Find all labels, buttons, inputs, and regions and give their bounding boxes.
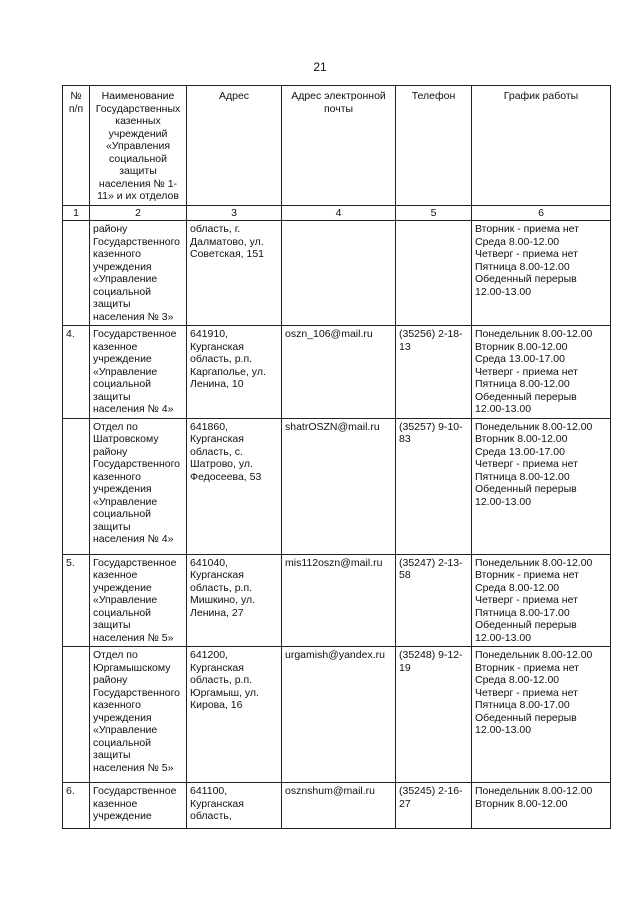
- email-cell: oszn_106@mail.ru: [282, 326, 396, 419]
- phone-cell: (35257) 9-10-83: [396, 418, 472, 554]
- row-number: [63, 221, 90, 326]
- schedule-line: Обеденный перерыв 12.00-13.00: [475, 711, 577, 736]
- schedule-line: Обеденный перерыв 12.00-13.00: [475, 483, 577, 508]
- column-number: 3: [187, 205, 282, 221]
- row-number: 4.: [63, 326, 90, 419]
- schedule-line: Понедельник 8.00-12.00: [475, 556, 593, 569]
- table-row: [63, 554, 611, 647]
- schedule-line: Среда 13.00-17.00: [475, 445, 565, 458]
- table-row: [63, 783, 611, 829]
- institution-name: Государственное казенное учреждение «Управление социальной защиты населения № 5»: [90, 554, 187, 647]
- institution-name: Отдел по Шатровскому району Государственного казенного учреждения «Управление социальной защиты населения № 4»: [90, 418, 187, 554]
- row-number: 5.: [63, 554, 90, 647]
- schedule-line: Вторник - приема нет: [475, 569, 579, 581]
- schedule-line: Пятница 8.00-17.00: [475, 606, 570, 619]
- schedule-line: Среда 8.00-12.00: [475, 674, 560, 686]
- column-number: 2: [90, 205, 187, 221]
- schedule-line: Обеденный перерыв 12.00-13.00: [475, 619, 577, 644]
- schedule-cell: [472, 783, 611, 829]
- schedule-line: Понедельник 8.00-12.00: [475, 649, 593, 661]
- schedule-line: Понедельник 8.00-12.00: [475, 785, 593, 797]
- column-number: 5: [396, 205, 472, 221]
- schedule-cell: [472, 554, 611, 647]
- email-cell: mis112oszn@mail.ru: [282, 554, 396, 647]
- schedule-line: Четверг - приема нет: [475, 365, 578, 378]
- schedule-line: Вторник 8.00-12.00: [475, 797, 568, 810]
- schedule-line: Пятница 8.00-12.00: [475, 470, 570, 483]
- schedule-line: Понедельник 8.00-12.00: [475, 420, 593, 433]
- address-cell: 641040, Курганская область, р.п. Мишкино, ул. Ленина, 27: [187, 554, 282, 647]
- schedule-line: Пятница 8.00-12.00: [475, 260, 570, 273]
- phone-cell: (35256) 2-18-13: [396, 326, 472, 419]
- row-number: [63, 647, 90, 783]
- address-cell: 641200, Курганская область, р.п. Юргамыш, ул. Кирова, 16: [187, 647, 282, 783]
- row-number: [63, 418, 90, 554]
- schedule-line: Среда 8.00-12.00: [475, 235, 560, 248]
- email-cell: shatrOSZN@mail.ru: [282, 418, 396, 554]
- phone-cell: (35247) 2-13-58: [396, 554, 472, 647]
- institution-name: району Государственного казенного учреждения «Управление социальной защиты населения № 3»: [90, 221, 187, 326]
- schedule-line: Среда 8.00-12.00: [475, 581, 560, 594]
- phone-cell: (35248) 9-12-19: [396, 647, 472, 783]
- schedule-line: Вторник 8.00-12.00: [475, 433, 568, 445]
- schedule-line: Вторник 8.00-12.00: [475, 340, 568, 353]
- schedule-cell: [472, 221, 611, 326]
- offices-table: [62, 85, 611, 829]
- schedule-line: Четверг - приема нет: [475, 594, 578, 606]
- table-row: [63, 647, 611, 783]
- table-body: [63, 221, 611, 829]
- schedule-line: Четверг - приема нет: [475, 458, 578, 470]
- header-email: Адрес электронной почты: [282, 86, 396, 206]
- address-cell: 641910, Курганская область, р.п. Каргаполье, ул. Ленина, 10: [187, 326, 282, 419]
- schedule-line: Обеденный перерыв 12.00-13.00: [475, 390, 577, 415]
- header-number: № п/п: [63, 86, 90, 206]
- institution-name: Государственное казенное учреждение «Управление социальной защиты населения № 4»: [90, 326, 187, 419]
- table-row: [63, 221, 611, 326]
- email-cell: osznshum@mail.ru: [282, 783, 396, 829]
- address-cell: 641860, Курганская область, с. Шатрово, ул. Федосеева, 53: [187, 418, 282, 554]
- column-number: 1: [63, 205, 90, 221]
- header-row: [63, 86, 611, 206]
- schedule-line: Пятница 8.00-12.00: [475, 378, 570, 390]
- institution-name: Отдел по Юргамышскому району Государственного казенного учреждения «Управление социальной защиты населения № 5»: [90, 647, 187, 783]
- schedule-line: Обеденный перерыв 12.00-13.00: [475, 273, 577, 298]
- schedule-cell: [472, 418, 611, 554]
- email-cell: urgamish@yandex.ru: [282, 647, 396, 783]
- table-row: [63, 326, 611, 419]
- schedule-line: Четверг - приема нет: [475, 248, 578, 260]
- header-name: Наименование Государственных казенных учреждений «Управления социальной защиты населения № 1-11» и их отделов: [90, 86, 187, 206]
- header-address: Адрес: [187, 86, 282, 206]
- header-phone: Телефон: [396, 86, 472, 206]
- schedule-cell: [472, 326, 611, 419]
- schedule-line: Вторник - приема нет: [475, 661, 579, 674]
- table-row: [63, 418, 611, 554]
- row-number: 6.: [63, 783, 90, 829]
- schedule-line: Пятница 8.00-17.00: [475, 699, 570, 711]
- page-number: 21: [313, 60, 327, 74]
- schedule-line: Вторник - приема нет: [475, 223, 579, 235]
- schedule-line: Четверг - приема нет: [475, 686, 578, 699]
- schedule-cell: [472, 647, 611, 783]
- schedule-line: Среда 13.00-17.00: [475, 353, 565, 365]
- email-cell: [282, 221, 396, 326]
- column-number: 4: [282, 205, 396, 221]
- phone-cell: [396, 221, 472, 326]
- header-schedule: График работы: [472, 86, 611, 206]
- column-number-row: [63, 205, 611, 221]
- phone-cell: (35245) 2-16-27: [396, 783, 472, 829]
- address-cell: область, г. Далматово, ул. Советская, 151: [187, 221, 282, 326]
- schedule-line: Понедельник 8.00-12.00: [475, 328, 593, 340]
- institution-name: Государственное казенное учреждение: [90, 783, 187, 829]
- column-number: 6: [472, 205, 611, 221]
- address-cell: 641100, Курганская область,: [187, 783, 282, 829]
